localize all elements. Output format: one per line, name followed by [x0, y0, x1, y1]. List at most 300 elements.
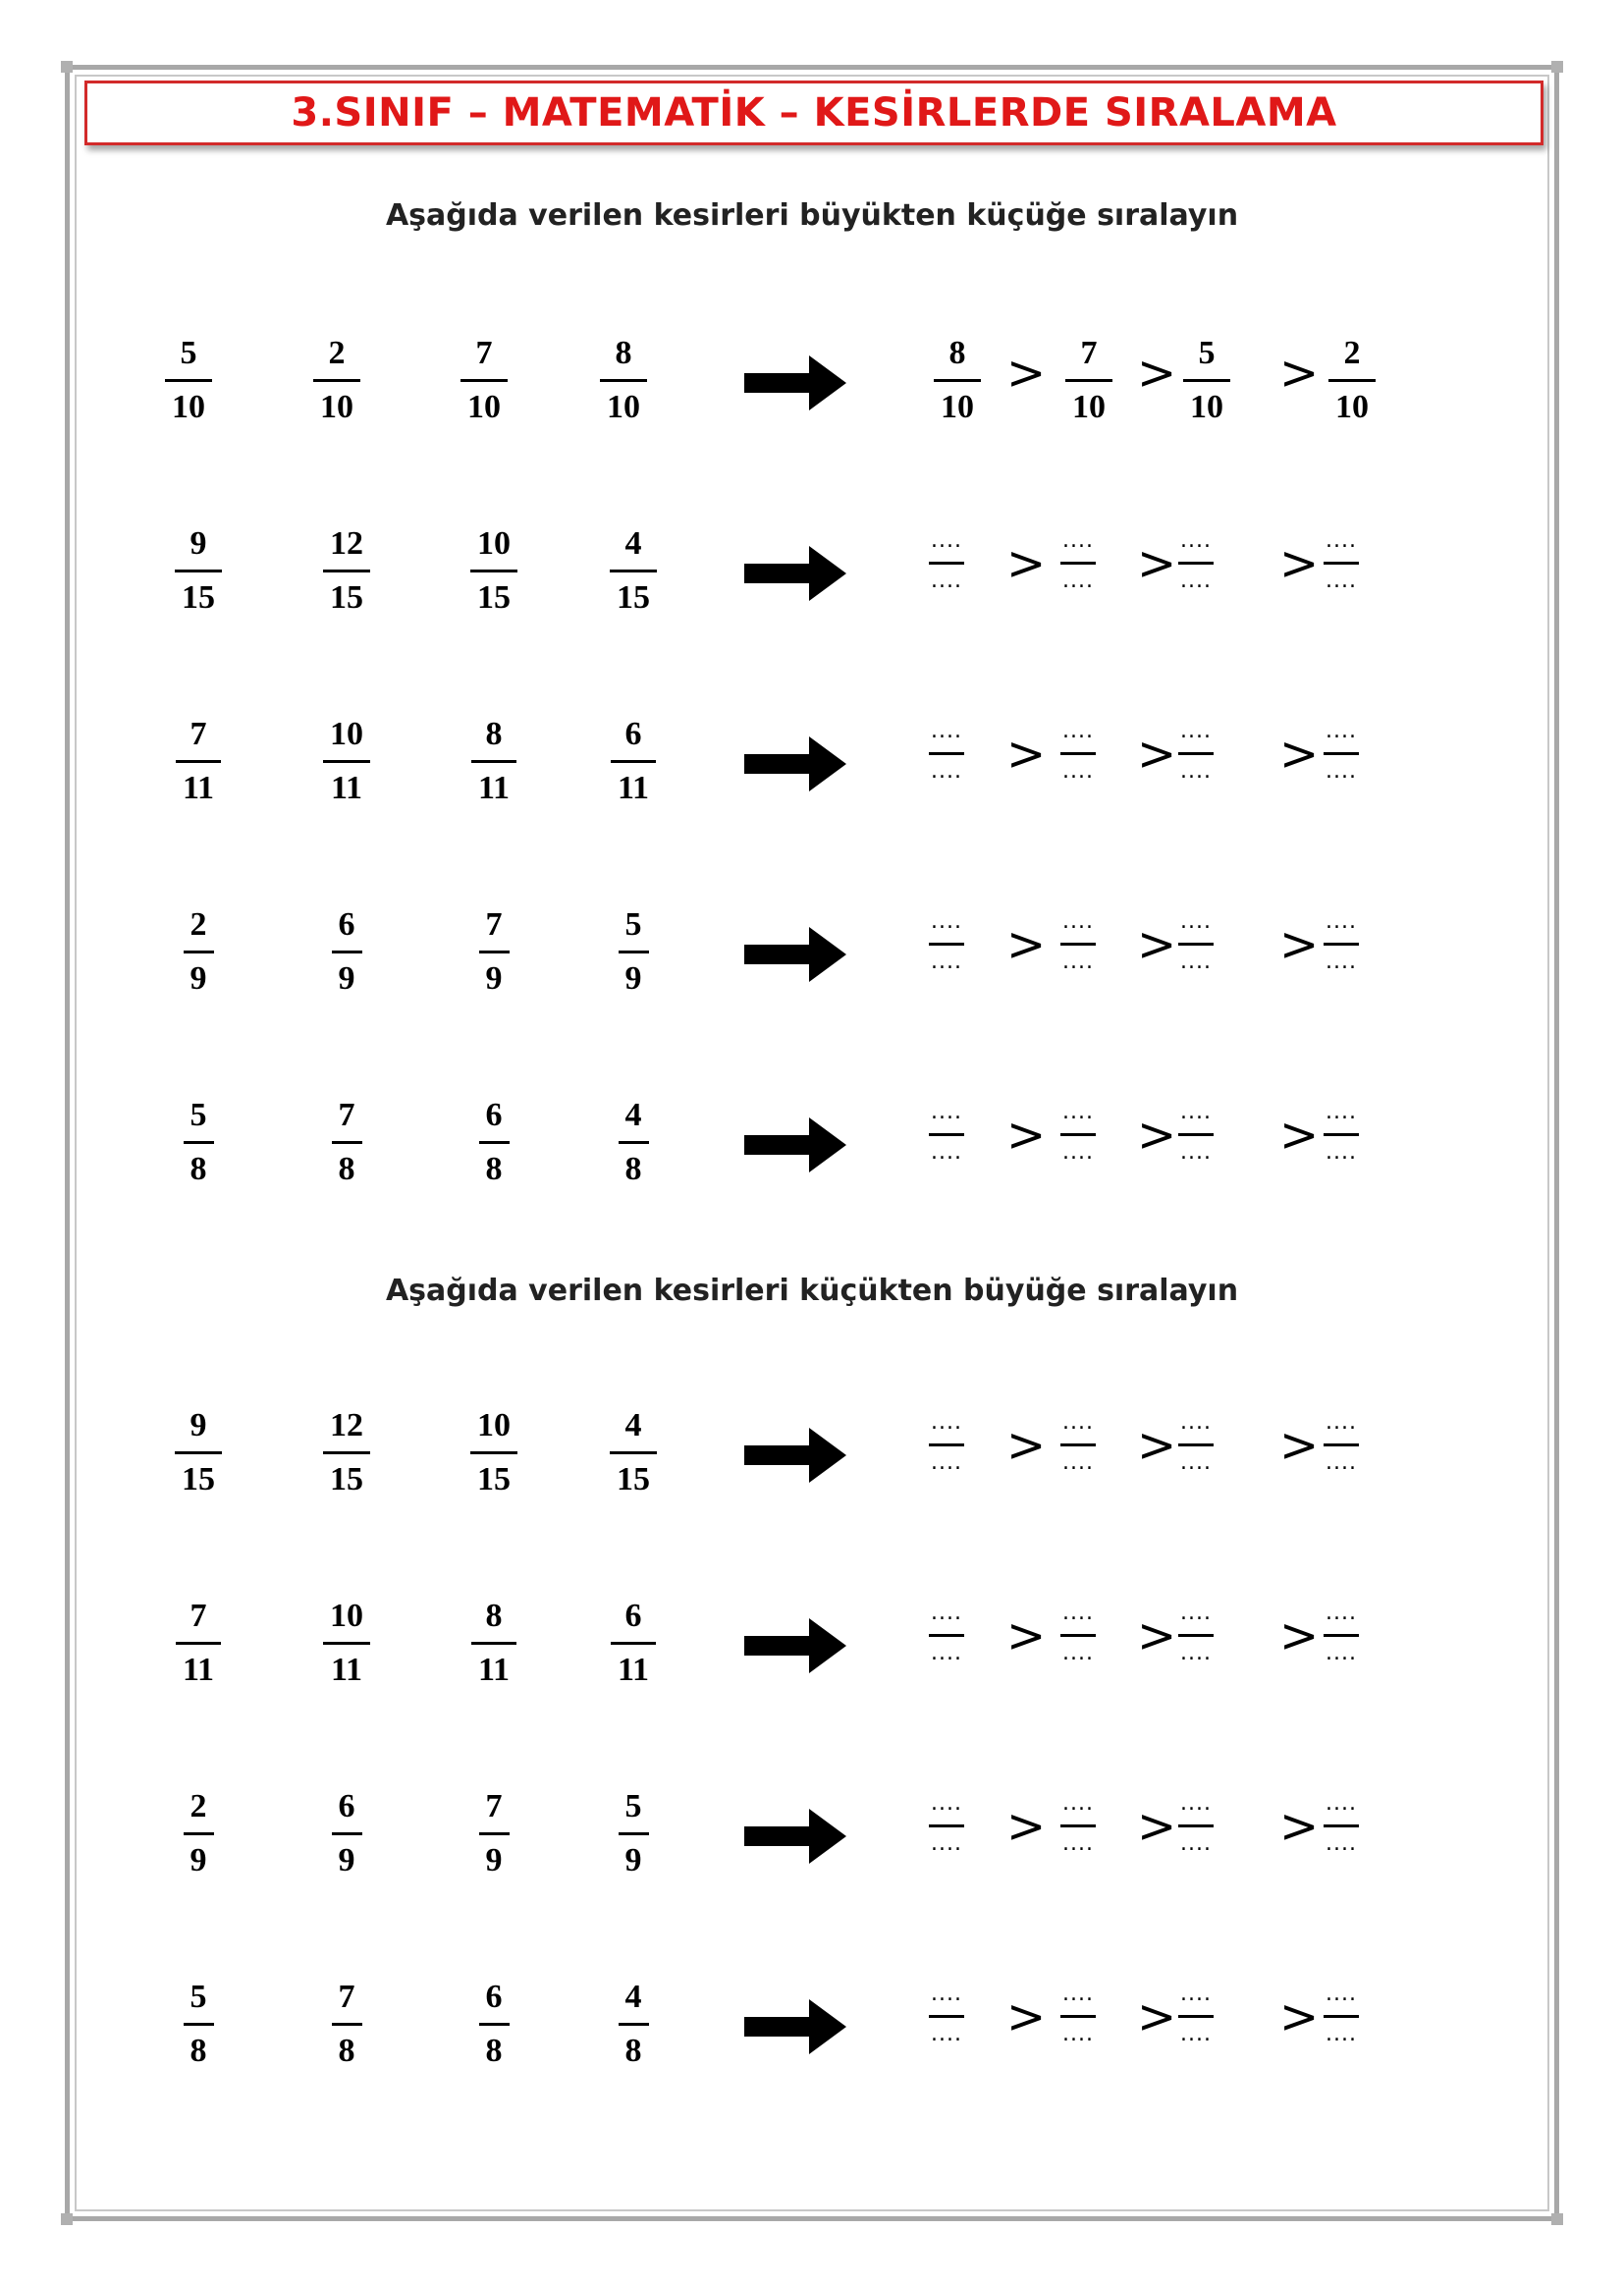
fraction-numerator: 7 [485, 1788, 503, 1824]
greater-than-sign: > [1279, 1108, 1320, 1163]
fraction-bar [1183, 379, 1230, 382]
fraction-bar [1060, 1443, 1096, 1446]
blank-denominator: .... [1062, 1450, 1094, 1475]
given-fraction [302, 905, 391, 999]
fraction-bar [1178, 1634, 1214, 1637]
fraction-bar [1060, 1133, 1096, 1136]
fraction-bar [1178, 562, 1214, 565]
fraction-numerator: 4 [624, 525, 642, 562]
fraction-denominator: 9 [338, 960, 355, 997]
answer-blank[interactable] [925, 1100, 968, 1165]
blank-denominator: .... [1180, 1140, 1212, 1165]
greater-than-sign: > [1279, 1608, 1320, 1663]
fraction-denominator: 8 [485, 1151, 503, 1187]
given-fraction [154, 1406, 243, 1499]
blank-numerator: .... [931, 719, 962, 743]
exercise-row [0, 1406, 1624, 1524]
given-fraction [450, 1096, 538, 1189]
fraction-denominator: 11 [330, 1652, 363, 1688]
blank-denominator: .... [931, 569, 962, 593]
given-fraction [154, 1787, 243, 1880]
answer-blank[interactable] [1320, 1601, 1363, 1665]
fraction-numerator: 9 [189, 525, 207, 562]
given-fraction [450, 1978, 538, 2071]
exercise-row [0, 1978, 1624, 2095]
fraction-denominator: 11 [477, 1652, 511, 1688]
fraction-bar [1065, 379, 1112, 382]
answer-fraction [1045, 334, 1133, 427]
blank-numerator: .... [931, 1982, 962, 2006]
fraction-bar [332, 1832, 362, 1835]
blank-denominator: .... [1326, 1450, 1357, 1475]
given-fraction [589, 1406, 677, 1499]
blank-numerator: .... [1326, 1100, 1357, 1124]
fraction-numerator: 8 [615, 335, 632, 371]
fraction-bar [471, 1642, 516, 1645]
fraction-denominator: 8 [338, 1151, 355, 1187]
blank-numerator: .... [1180, 909, 1212, 934]
corner-mark [61, 61, 73, 73]
blank-denominator: .... [931, 950, 962, 974]
corner-mark [1551, 2213, 1563, 2225]
fraction-numerator: 5 [624, 906, 642, 943]
exercise-row [0, 1787, 1624, 1905]
fraction-denominator: 15 [182, 579, 215, 616]
example-row [0, 334, 1624, 452]
given-fraction [302, 715, 391, 808]
answer-blank[interactable] [1056, 1791, 1100, 1856]
blank-numerator: .... [931, 1410, 962, 1435]
fraction-numerator: 8 [485, 716, 503, 752]
fraction-bar [323, 570, 370, 572]
fraction-bar [1178, 1133, 1214, 1136]
fraction-numerator: 2 [1343, 335, 1361, 371]
answer-blank[interactable] [1320, 719, 1363, 784]
blank-numerator: .... [1062, 1100, 1094, 1124]
fraction-numerator: 5 [180, 335, 197, 371]
fraction-bar [1060, 2015, 1096, 2018]
blank-denominator: .... [931, 1450, 962, 1475]
fraction-numerator: 10 [477, 525, 511, 562]
blank-numerator: .... [931, 1601, 962, 1625]
given-fraction [302, 1406, 391, 1499]
given-fraction [154, 1096, 243, 1189]
answer-blank[interactable] [1056, 528, 1100, 593]
fraction-numerator: 8 [948, 335, 966, 371]
fraction-bar [471, 760, 516, 763]
given-fraction [302, 1787, 391, 1880]
blank-numerator: .... [1326, 1410, 1357, 1435]
fraction-denominator: 15 [617, 579, 650, 616]
answer-blank[interactable] [925, 528, 968, 593]
fraction-bar [323, 1451, 370, 1454]
fraction-bar [176, 760, 221, 763]
fraction-bar [619, 2023, 649, 2026]
fraction-denominator: 9 [485, 960, 503, 997]
arrow-right-icon [744, 355, 846, 410]
fraction-denominator: 9 [624, 1842, 642, 1878]
fraction-denominator: 8 [485, 2033, 503, 2069]
given-fraction [589, 1096, 677, 1189]
fraction-bar [1324, 562, 1359, 565]
blank-numerator: .... [1180, 1100, 1212, 1124]
answer-blank[interactable] [1174, 528, 1218, 593]
given-fraction [154, 715, 243, 808]
fraction-numerator: 5 [189, 1097, 207, 1133]
fraction-bar [332, 2023, 362, 2026]
given-fraction [154, 1978, 243, 2071]
answer-blank[interactable] [1056, 1100, 1100, 1165]
fraction-bar [929, 1824, 964, 1827]
fraction-numerator: 7 [338, 1097, 355, 1133]
blank-denominator: .... [931, 1641, 962, 1665]
fraction-numerator: 5 [1198, 335, 1216, 371]
given-fraction [154, 905, 243, 999]
blank-numerator: .... [1180, 1982, 1212, 2006]
given-fraction [589, 1787, 677, 1880]
fraction-bar [619, 951, 649, 953]
fraction-denominator: 15 [182, 1461, 215, 1497]
fraction-denominator: 10 [467, 389, 501, 425]
answer-blank[interactable] [1056, 1982, 1100, 2046]
answer-blank[interactable] [1174, 1791, 1218, 1856]
fraction-numerator: 7 [189, 1598, 207, 1634]
fraction-bar [1060, 1634, 1096, 1637]
given-fraction [589, 524, 677, 618]
fraction-bar [1178, 1443, 1214, 1446]
title-banner [84, 81, 1543, 145]
greater-than-sign: > [1137, 346, 1177, 401]
greater-than-sign: > [1137, 1108, 1177, 1163]
fraction-bar [184, 1832, 214, 1835]
blank-numerator: .... [1062, 719, 1094, 743]
fraction-bar [929, 2015, 964, 2018]
given-fraction [450, 715, 538, 808]
greater-than-sign: > [1006, 727, 1047, 782]
blank-denominator: .... [1180, 569, 1212, 593]
fraction-numerator: 2 [328, 335, 346, 371]
fraction-denominator: 11 [617, 1652, 650, 1688]
fraction-denominator: 15 [477, 579, 511, 616]
fraction-bar [929, 1443, 964, 1446]
fraction-numerator: 6 [338, 906, 355, 943]
fraction-bar [1324, 1634, 1359, 1637]
answer-blank[interactable] [925, 1791, 968, 1856]
blank-denominator: .... [1180, 2022, 1212, 2046]
fraction-bar [184, 1141, 214, 1144]
fraction-bar [175, 570, 222, 572]
blank-denominator: .... [931, 1140, 962, 1165]
blank-denominator: .... [1062, 569, 1094, 593]
fraction-bar [1060, 1824, 1096, 1827]
blank-denominator: .... [1326, 759, 1357, 784]
blank-numerator: .... [1062, 528, 1094, 553]
fraction-denominator: 10 [607, 389, 640, 425]
greater-than-sign: > [1279, 727, 1320, 782]
answer-blank[interactable] [1174, 1410, 1218, 1475]
answer-blank[interactable] [1174, 1982, 1218, 2046]
fraction-bar [929, 752, 964, 755]
greater-than-sign: > [1279, 1418, 1320, 1473]
fraction-bar [1178, 2015, 1214, 2018]
given-fraction [440, 334, 528, 427]
answer-blank[interactable] [1056, 1601, 1100, 1665]
blank-numerator: .... [931, 1791, 962, 1816]
answer-blank[interactable] [1320, 909, 1363, 974]
corner-mark [1551, 61, 1563, 73]
given-fraction [450, 905, 538, 999]
answer-blank[interactable] [1174, 719, 1218, 784]
arrow-right-icon [744, 1999, 846, 2054]
blank-numerator: .... [1062, 1982, 1094, 2006]
fraction-numerator: 9 [189, 1407, 207, 1443]
blank-numerator: .... [1180, 719, 1212, 743]
arrow-right-icon [744, 546, 846, 601]
fraction-denominator: 10 [1072, 389, 1106, 425]
blank-numerator: .... [1180, 1410, 1212, 1435]
fraction-bar [1060, 562, 1096, 565]
fraction-denominator: 8 [189, 1151, 207, 1187]
given-fraction [579, 334, 668, 427]
answer-blank[interactable] [1056, 909, 1100, 974]
answer-blank[interactable] [1056, 1410, 1100, 1475]
answer-blank[interactable] [1320, 1982, 1363, 2046]
fraction-bar [1324, 1133, 1359, 1136]
given-fraction [589, 1978, 677, 2071]
answer-fraction [1308, 334, 1396, 427]
answer-blank[interactable] [1320, 528, 1363, 593]
fraction-bar [332, 1141, 362, 1144]
greater-than-sign: > [1006, 1989, 1047, 2044]
fraction-numerator: 12 [330, 525, 363, 562]
fraction-bar [1324, 1824, 1359, 1827]
fraction-bar [929, 562, 964, 565]
blank-denominator: .... [1180, 759, 1212, 784]
fraction-bar [934, 379, 981, 382]
greater-than-sign: > [1006, 1108, 1047, 1163]
fraction-denominator: 15 [617, 1461, 650, 1497]
greater-than-sign: > [1137, 1608, 1177, 1663]
given-fraction [450, 524, 538, 618]
given-fraction [450, 1787, 538, 1880]
fraction-bar [1324, 2015, 1359, 2018]
answer-blank[interactable] [925, 1982, 968, 2046]
fraction-numerator: 6 [624, 1598, 642, 1634]
fraction-denominator: 8 [624, 1151, 642, 1187]
blank-numerator: .... [931, 1100, 962, 1124]
fraction-numerator: 7 [189, 716, 207, 752]
fraction-bar [184, 2023, 214, 2026]
fraction-numerator: 4 [624, 1407, 642, 1443]
fraction-bar [1178, 1824, 1214, 1827]
fraction-bar [1324, 752, 1359, 755]
greater-than-sign: > [1137, 536, 1177, 591]
given-fraction [302, 524, 391, 618]
fraction-numerator: 10 [330, 1598, 363, 1634]
exercise-row [0, 524, 1624, 642]
blank-numerator: .... [1326, 1791, 1357, 1816]
answer-blank[interactable] [925, 909, 968, 974]
arrow-right-icon [744, 736, 846, 791]
fraction-denominator: 11 [617, 770, 650, 806]
fraction-denominator: 9 [189, 1842, 207, 1878]
blank-numerator: .... [931, 909, 962, 934]
fraction-denominator: 11 [182, 1652, 215, 1688]
fraction-numerator: 7 [1080, 335, 1098, 371]
blank-numerator: .... [1326, 1601, 1357, 1625]
answer-fraction [913, 334, 1001, 427]
fraction-bar [1060, 943, 1096, 946]
blank-denominator: .... [1326, 950, 1357, 974]
greater-than-sign: > [1006, 1608, 1047, 1663]
fraction-denominator: 8 [624, 2033, 642, 2069]
given-fraction [154, 524, 243, 618]
fraction-bar [176, 1642, 221, 1645]
blank-denominator: .... [1326, 569, 1357, 593]
fraction-bar [1328, 379, 1376, 382]
blank-numerator: .... [1180, 528, 1212, 553]
fraction-bar [479, 951, 510, 953]
fraction-numerator: 7 [338, 1979, 355, 2015]
fraction-denominator: 9 [189, 960, 207, 997]
fraction-bar [1060, 752, 1096, 755]
given-fraction [450, 1597, 538, 1690]
greater-than-sign: > [1137, 1799, 1177, 1854]
fraction-bar [610, 1451, 657, 1454]
blank-numerator: .... [1062, 1791, 1094, 1816]
corner-mark [61, 2213, 73, 2225]
answer-blank[interactable] [1320, 1410, 1363, 1475]
greater-than-sign: > [1137, 727, 1177, 782]
blank-denominator: .... [1062, 2022, 1094, 2046]
fraction-bar [332, 951, 362, 953]
fraction-bar [929, 1133, 964, 1136]
fraction-bar [611, 760, 656, 763]
fraction-numerator: 5 [189, 1979, 207, 2015]
fraction-numerator: 7 [485, 906, 503, 943]
blank-numerator: .... [1062, 1601, 1094, 1625]
fraction-bar [323, 1642, 370, 1645]
answer-blank[interactable] [1174, 1601, 1218, 1665]
fraction-denominator: 11 [330, 770, 363, 806]
fraction-bar [619, 1141, 649, 1144]
fraction-numerator: 4 [624, 1979, 642, 2015]
given-fraction [302, 1978, 391, 2071]
given-fraction [302, 1597, 391, 1690]
blank-numerator: .... [1326, 1982, 1357, 2006]
answer-blank[interactable] [1320, 1100, 1363, 1165]
greater-than-sign: > [1006, 536, 1047, 591]
fraction-numerator: 6 [485, 1979, 503, 2015]
fraction-numerator: 4 [624, 1097, 642, 1133]
fraction-numerator: 7 [475, 335, 493, 371]
blank-numerator: .... [1326, 909, 1357, 934]
fraction-denominator: 10 [172, 389, 205, 425]
fraction-bar [479, 1141, 510, 1144]
given-fraction [302, 1096, 391, 1189]
blank-denominator: .... [1062, 1831, 1094, 1856]
blank-denominator: .... [1180, 1450, 1212, 1475]
fraction-bar [323, 760, 370, 763]
fraction-denominator: 8 [338, 2033, 355, 2069]
greater-than-sign: > [1006, 917, 1047, 972]
greater-than-sign: > [1137, 1989, 1177, 2044]
fraction-denominator: 8 [189, 2033, 207, 2069]
answer-blank[interactable] [925, 719, 968, 784]
fraction-denominator: 15 [477, 1461, 511, 1497]
answer-blank[interactable] [925, 1601, 968, 1665]
fraction-bar [165, 379, 212, 382]
fraction-denominator: 9 [338, 1842, 355, 1878]
greater-than-sign: > [1137, 1418, 1177, 1473]
instruction-descending: Aşağıda verilen kesirleri büyükten küçüğe sıralayın [385, 198, 1239, 233]
fraction-numerator: 10 [330, 716, 363, 752]
given-fraction [154, 1597, 243, 1690]
exercise-row [0, 1096, 1624, 1214]
fraction-bar [600, 379, 647, 382]
fraction-bar [175, 1451, 222, 1454]
blank-numerator: .... [1062, 909, 1094, 934]
blank-denominator: .... [1062, 1140, 1094, 1165]
exercise-row [0, 1597, 1624, 1714]
fraction-denominator: 15 [330, 579, 363, 616]
fraction-numerator: 8 [485, 1598, 503, 1634]
fraction-bar [1324, 1443, 1359, 1446]
fraction-numerator: 2 [189, 1788, 207, 1824]
greater-than-sign: > [1006, 1799, 1047, 1854]
arrow-right-icon [744, 1809, 846, 1864]
blank-denominator: .... [1180, 1641, 1212, 1665]
fraction-bar [460, 379, 508, 382]
fraction-denominator: 10 [1335, 389, 1369, 425]
fraction-denominator: 15 [330, 1461, 363, 1497]
blank-numerator: .... [1180, 1791, 1212, 1816]
blank-denominator: .... [1062, 1641, 1094, 1665]
greater-than-sign: > [1006, 1418, 1047, 1473]
fraction-numerator: 6 [624, 716, 642, 752]
greater-than-sign: > [1279, 346, 1320, 401]
fraction-numerator: 2 [189, 906, 207, 943]
blank-numerator: .... [1326, 528, 1357, 553]
given-fraction [589, 905, 677, 999]
given-fraction [450, 1406, 538, 1499]
answer-blank[interactable] [1174, 1100, 1218, 1165]
greater-than-sign: > [1279, 1989, 1320, 2044]
arrow-right-icon [744, 1618, 846, 1673]
blank-denominator: .... [1326, 1831, 1357, 1856]
blank-denominator: .... [931, 2022, 962, 2046]
page-title: 3.SINIF – MATEMATİK – KESİRLERDE SIRALAMA [291, 90, 1337, 136]
answer-blank[interactable] [925, 1410, 968, 1475]
blank-numerator: .... [1062, 1410, 1094, 1435]
blank-denominator: .... [931, 1831, 962, 1856]
fraction-denominator: 11 [182, 770, 215, 806]
fraction-denominator: 11 [477, 770, 511, 806]
fraction-denominator: 9 [624, 960, 642, 997]
answer-blank[interactable] [1174, 909, 1218, 974]
blank-denominator: .... [1326, 1140, 1357, 1165]
fraction-numerator: 10 [477, 1407, 511, 1443]
answer-blank[interactable] [1320, 1791, 1363, 1856]
fraction-bar [184, 951, 214, 953]
instruction-ascending: Aşağıda verilen kesirleri küçükten büyüğe sıralayın [385, 1274, 1239, 1308]
blank-denominator: .... [1180, 950, 1212, 974]
fraction-numerator: 5 [624, 1788, 642, 1824]
given-fraction [144, 334, 233, 427]
answer-blank[interactable] [1056, 719, 1100, 784]
fraction-bar [1324, 943, 1359, 946]
greater-than-sign: > [1279, 536, 1320, 591]
